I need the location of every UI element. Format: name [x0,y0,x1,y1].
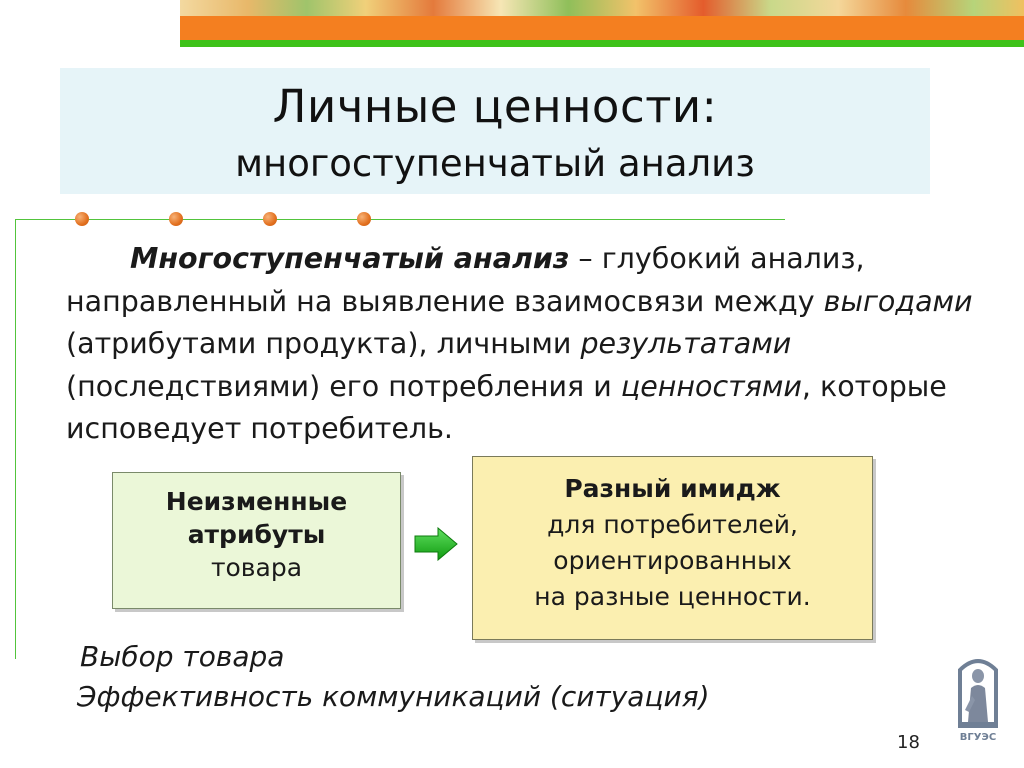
attributes-box-line: товара [210,553,303,582]
footer-note: Выбор товара [80,640,285,673]
arrow-right-icon [414,527,458,561]
frame-line-vertical [15,219,16,659]
image-box-line: ориентированных [553,546,792,575]
bullet-dot-icon [75,212,89,226]
definition-emphasis: результатами [580,327,792,360]
image-box-line: для потребителей, [547,510,798,539]
svg-text:ВГУЭС: ВГУЭС [959,732,997,743]
page-number: 18 [897,732,920,753]
image-box-line: на разные ценности. [534,582,811,611]
top-banner [180,0,1024,52]
university-logo [956,652,1000,744]
image-box [472,456,873,640]
footer-note: Эффективность коммуникаций (ситуация) [77,680,710,713]
definition-text: – глубокий анализ, направленный на выявление взаимосвязи между [66,242,865,318]
bullet-dot-icon [263,212,277,226]
title-box [60,68,930,194]
definition-term: Многоступенчатый анализ [130,242,570,275]
banner-photo-strip [180,0,1024,16]
definition-paragraph [66,238,996,451]
banner-orange-stripe [180,16,1024,40]
definition-text: , которые исповедует потребитель. [66,369,947,445]
definition-text: (атрибутами продукта), личными [66,327,581,360]
definition-emphasis: выгодами [823,284,973,318]
attributes-box-line: атрибуты [187,520,326,549]
bullet-dot-icon [357,212,371,226]
image-box-line: Разный имидж [564,474,781,503]
attributes-box-line: Неизменные [165,487,348,516]
attributes-box [112,472,401,609]
bullet-dot-icon [169,212,183,226]
definition-emphasis: ценностями [620,369,802,403]
frame-line-horizontal [15,219,785,220]
definition-text: (последствиями) его потребления и [66,369,621,403]
slide-title: Личные ценности: [272,80,718,133]
banner-green-stripe [180,40,1024,47]
slide-subtitle: многоступенчатый анализ [235,142,755,185]
